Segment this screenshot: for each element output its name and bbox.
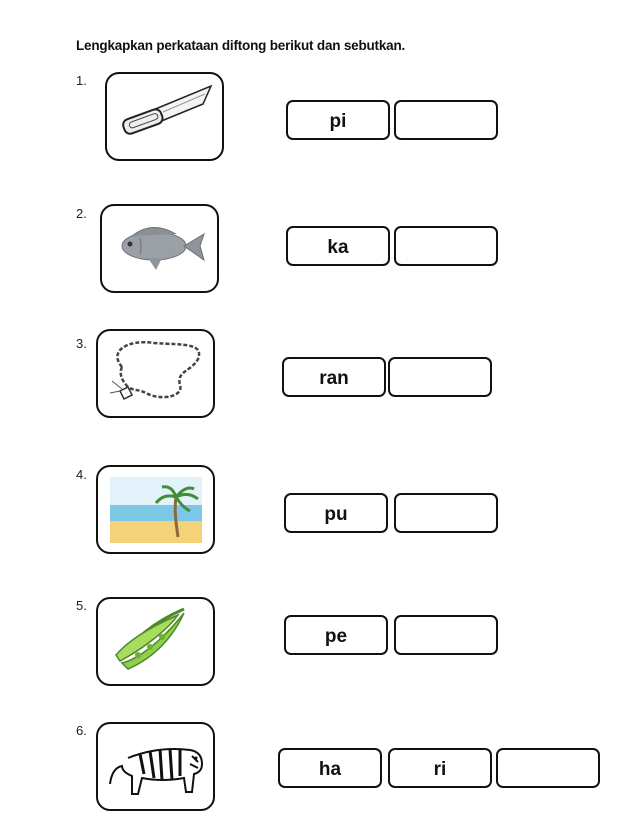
question-3-syllable-box-1: ran xyxy=(282,357,386,397)
question-6-answer-box[interactable] xyxy=(496,748,600,788)
question-6-picture-frame xyxy=(96,722,215,811)
knife-icon xyxy=(107,74,222,159)
question-6-syllable-box-2: ri xyxy=(388,748,492,788)
question-5-picture-frame xyxy=(96,597,215,686)
question-1-syllable-box-1: pi xyxy=(286,100,390,140)
question-number-2: 2. xyxy=(76,206,87,221)
beach-icon xyxy=(98,467,213,552)
question-4-syllable-box-1: pu xyxy=(284,493,388,533)
question-3-picture-frame xyxy=(96,329,215,418)
question-5-answer-box[interactable] xyxy=(394,615,498,655)
question-4-picture-frame xyxy=(96,465,215,554)
question-2-picture-frame xyxy=(100,204,219,293)
question-1-answer-box[interactable] xyxy=(394,100,498,140)
worksheet-instruction: Lengkapkan perkataan diftong berikut dan sebutkan. xyxy=(76,38,406,53)
question-number-4: 4. xyxy=(76,467,87,482)
question-3-answer-box[interactable] xyxy=(388,357,492,397)
question-4-answer-box[interactable] xyxy=(394,493,498,533)
question-number-5: 5. xyxy=(76,598,87,613)
question-number-6: 6. xyxy=(76,723,87,738)
question-2-answer-box[interactable] xyxy=(394,226,498,266)
question-1-picture-frame xyxy=(105,72,224,161)
chain-icon xyxy=(98,331,213,416)
question-2-syllable-box-1: ka xyxy=(286,226,390,266)
question-number-1: 1. xyxy=(76,73,87,88)
petai-bean-icon xyxy=(98,599,213,684)
question-5-syllable-box-1: pe xyxy=(284,615,388,655)
tiger-icon xyxy=(98,724,213,809)
question-number-3: 3. xyxy=(76,336,87,351)
fish-icon xyxy=(102,206,217,291)
question-6-syllable-box-1: ha xyxy=(278,748,382,788)
